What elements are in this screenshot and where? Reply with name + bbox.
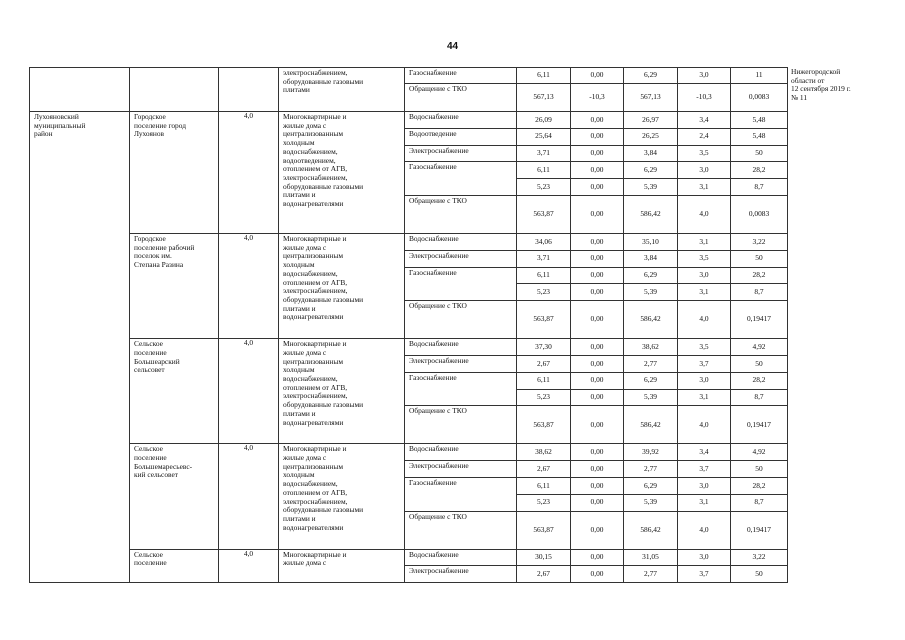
value-cell-v3: 38,62 — [624, 339, 678, 356]
service-cell: Обращение с ТКО — [405, 84, 517, 112]
value-cell-v3: 3,84 — [624, 250, 678, 267]
settlement-cell — [130, 68, 219, 112]
value-cell-v1: 30,15 — [517, 549, 571, 566]
value-cell-v5: 4,92 — [731, 339, 788, 356]
value-cell: 4,0 — [219, 233, 279, 338]
value-cell-v4: 3,1 — [678, 233, 731, 250]
value-cell-v2: 0,00 — [571, 284, 624, 301]
value-cell-v3: 6,29 — [624, 267, 678, 284]
service-cell: Водоснабжение — [405, 549, 517, 566]
value-cell-v2: 0,00 — [571, 68, 624, 84]
service-cell: Обращение с ТКО — [405, 511, 517, 549]
value-cell-v2: 0,00 — [571, 477, 624, 494]
value-cell: 4,0 — [219, 112, 279, 234]
service-cell: Газоснабжение — [405, 477, 517, 511]
table-row — [30, 68, 788, 84]
value-cell-v3: 26,97 — [624, 112, 678, 129]
value-cell-v4: 3,7 — [678, 461, 731, 478]
value-cell-v5: 8,7 — [731, 389, 788, 406]
value-cell-v1: 37,30 — [517, 339, 571, 356]
value-cell-v4: 2,4 — [678, 128, 731, 145]
value-cell-v3: 35,10 — [624, 233, 678, 250]
value-cell-v4: 3,1 — [678, 389, 731, 406]
value-cell-v4: 4,0 — [678, 511, 731, 549]
table-row — [30, 339, 788, 356]
value-cell-v4: 3,1 — [678, 284, 731, 301]
value-cell-v4: 3,7 — [678, 566, 731, 583]
value-cell-v4: 3,0 — [678, 549, 731, 566]
value-cell-v4: 3,4 — [678, 112, 731, 129]
value-cell-v5: 8,7 — [731, 494, 788, 511]
settlement-cell: Городское поселение город Лухоянов — [130, 112, 219, 234]
value-cell-v2: 0,00 — [571, 301, 624, 339]
value-cell-v2: 0,00 — [571, 339, 624, 356]
value-cell-v5: 5,48 — [731, 128, 788, 145]
value-cell-v4: 4,0 — [678, 406, 731, 444]
value-cell-v3: 586,42 — [624, 406, 678, 444]
service-cell: Электроснабжение — [405, 461, 517, 478]
value-cell-v4: 3,7 — [678, 355, 731, 372]
value-cell-v4: 4,0 — [678, 301, 731, 339]
value-cell-v3: 6,29 — [624, 477, 678, 494]
value-cell-v1: 5,23 — [517, 389, 571, 406]
value-cell-v4: 3,5 — [678, 250, 731, 267]
value-cell-v1: 3,71 — [517, 250, 571, 267]
table-row — [30, 233, 788, 250]
service-cell: Водоснабжение — [405, 339, 517, 356]
service-cell: Газоснабжение — [405, 267, 517, 301]
category-cell: Многоквартирные и жилые дома с — [279, 549, 405, 583]
value-cell-v3: 2,77 — [624, 566, 678, 583]
value-cell-v4: 3,4 — [678, 444, 731, 461]
value-cell: 4,0 — [219, 339, 279, 444]
value-cell-v5: 3,22 — [731, 549, 788, 566]
settlement-cell: Сельское поселение Большеарский сельсовет — [130, 339, 219, 444]
value-cell-v1: 563,87 — [517, 195, 571, 233]
service-cell: Обращение с ТКО — [405, 406, 517, 444]
value-cell-v1: 2,67 — [517, 461, 571, 478]
category-cell: Многоквартирные и жилые дома с централизованным холодным водоснабжением, отоплением от АГВ, электроснабжением, оборудованные газовыми плитами и водонагревателями — [279, 444, 405, 549]
category-cell: Многоквартирные и жилые дома с централизованным холодным водоснабжением, отоплением от АГВ, электроснабжением, оборудованные газовыми плитами и водонагревателями — [279, 233, 405, 338]
value-cell-v1: 6,11 — [517, 68, 571, 84]
service-cell: Газоснабжение — [405, 68, 517, 84]
value-cell-v5: 50 — [731, 355, 788, 372]
value-cell-v4: -10,3 — [678, 84, 731, 112]
table-row — [30, 112, 788, 129]
value-cell-v2: 0,00 — [571, 461, 624, 478]
value-cell-v2: 0,00 — [571, 444, 624, 461]
value-cell-v4: 3,0 — [678, 68, 731, 84]
value-cell-v2: 0,00 — [571, 128, 624, 145]
value-cell-v3: 567,13 — [624, 84, 678, 112]
value-cell-v5: 28,2 — [731, 477, 788, 494]
value-cell-v4: 3,0 — [678, 162, 731, 179]
service-cell: Электроснабжение — [405, 355, 517, 372]
value-cell-v1: 26,09 — [517, 112, 571, 129]
value-cell-v1: 5,23 — [517, 494, 571, 511]
value-cell-v5: 50 — [731, 461, 788, 478]
value-cell-v5: 8,7 — [731, 179, 788, 196]
value-cell-v2: 0,00 — [571, 355, 624, 372]
value-cell-v1: 6,11 — [517, 267, 571, 284]
value-cell-v3: 586,42 — [624, 511, 678, 549]
value-cell-v1: 563,87 — [517, 301, 571, 339]
value-cell-v2: 0,00 — [571, 511, 624, 549]
service-cell: Обращение с ТКО — [405, 195, 517, 233]
value-cell-v3: 5,39 — [624, 494, 678, 511]
value-cell-v2: 0,00 — [571, 112, 624, 129]
value-cell-v4: 3,0 — [678, 372, 731, 389]
category-cell: электроснабжением, оборудованные газовыми плитами — [279, 68, 405, 112]
value-cell-v3: 5,39 — [624, 389, 678, 406]
service-cell: Электроснабжение — [405, 566, 517, 583]
value-cell-v3: 39,92 — [624, 444, 678, 461]
value-cell-v1: 563,87 — [517, 511, 571, 549]
value-cell-v3: 2,77 — [624, 355, 678, 372]
service-cell: Электроснабжение — [405, 250, 517, 267]
value-cell-v5: 0,0083 — [731, 84, 788, 112]
value-cell — [219, 68, 279, 112]
value-cell-v2: 0,00 — [571, 145, 624, 162]
value-cell-v3: 5,39 — [624, 284, 678, 301]
value-cell-v5: 28,2 — [731, 267, 788, 284]
value-cell-v2: 0,00 — [571, 566, 624, 583]
service-cell: Водоснабжение — [405, 112, 517, 129]
value-cell-v4: 3,1 — [678, 494, 731, 511]
value-cell-v3: 6,29 — [624, 372, 678, 389]
service-cell: Газоснабжение — [405, 162, 517, 196]
value-cell-v3: 6,29 — [624, 162, 678, 179]
settlement-cell: Городское поселение рабочий поселок им. Степана Разина — [130, 233, 219, 338]
value-cell-v1: 34,06 — [517, 233, 571, 250]
value-cell-v5: 50 — [731, 566, 788, 583]
page-number: 44 — [446, 41, 459, 52]
value-cell-v4: 3,0 — [678, 267, 731, 284]
value-cell-v5: 8,7 — [731, 284, 788, 301]
value-cell-v3: 586,42 — [624, 301, 678, 339]
category-cell: Многоквартирные и жилые дома с централизованным холодным водоснабжением, отоплением от АГВ, электроснабжением, оборудованные газовыми плитами и водонагревателями — [279, 339, 405, 444]
value-cell-v5: 50 — [731, 250, 788, 267]
value-cell-v2: 0,00 — [571, 389, 624, 406]
value-cell-v5: 5,48 — [731, 112, 788, 129]
value-cell-v3: 31,05 — [624, 549, 678, 566]
value-cell-v2: 0,00 — [571, 372, 624, 389]
value-cell-v5: 0,19417 — [731, 511, 788, 549]
value-cell-v2: 0,00 — [571, 179, 624, 196]
value-cell-v5: 50 — [731, 145, 788, 162]
value-cell-v1: 6,11 — [517, 372, 571, 389]
value-cell: 4,0 — [219, 444, 279, 549]
value-cell-v4: 3,1 — [678, 179, 731, 196]
value-cell-v5: 11 — [731, 68, 788, 84]
value-cell-v1: 3,71 — [517, 145, 571, 162]
value-cell-v1: 6,11 — [517, 477, 571, 494]
value-cell-v2: 0,00 — [571, 250, 624, 267]
value-cell-v1: 5,23 — [517, 284, 571, 301]
service-cell: Обращение с ТКО — [405, 301, 517, 339]
value-cell-v4: 4,0 — [678, 195, 731, 233]
value-cell-v5: 0,19417 — [731, 406, 788, 444]
value-cell-v3: 26,25 — [624, 128, 678, 145]
value-cell-v3: 5,39 — [624, 179, 678, 196]
service-cell: Водоотведение — [405, 128, 517, 145]
table-row — [30, 444, 788, 461]
value-cell-v5: 4,92 — [731, 444, 788, 461]
value-cell-v3: 6,29 — [624, 68, 678, 84]
value-cell-v1: 38,62 — [517, 444, 571, 461]
value-cell-v5: 28,2 — [731, 162, 788, 179]
service-cell: Водоснабжение — [405, 233, 517, 250]
value-cell-v4: 3,5 — [678, 145, 731, 162]
settlement-cell: Сельское поселение Большемаресьевс- кий сельсовет — [130, 444, 219, 549]
value-cell-v4: 3,5 — [678, 339, 731, 356]
district-cell: Лухояновский муниципальный район — [30, 112, 130, 583]
value-cell-v3: 586,42 — [624, 195, 678, 233]
value-cell-v5: 3,22 — [731, 233, 788, 250]
value-cell-v2: -10,3 — [571, 84, 624, 112]
service-cell: Газоснабжение — [405, 372, 517, 406]
value-cell-v1: 6,11 — [517, 162, 571, 179]
value-cell-v5: 0,0083 — [731, 195, 788, 233]
value-cell-v1: 563,87 — [517, 406, 571, 444]
value-cell-v2: 0,00 — [571, 494, 624, 511]
value-cell-v1: 2,67 — [517, 566, 571, 583]
value-cell-v1: 5,23 — [517, 179, 571, 196]
value-cell-v2: 0,00 — [571, 267, 624, 284]
value-cell-v2: 0,00 — [571, 195, 624, 233]
table-row — [30, 549, 788, 566]
value-cell-v3: 3,84 — [624, 145, 678, 162]
settlement-cell: Сельское поселение — [130, 549, 219, 583]
value-cell-v1: 2,67 — [517, 355, 571, 372]
value-cell-v1: 567,13 — [517, 84, 571, 112]
value-cell-v2: 0,00 — [571, 233, 624, 250]
tariff-table — [29, 67, 788, 583]
value-cell: 4,0 — [219, 549, 279, 583]
value-cell-v3: 2,77 — [624, 461, 678, 478]
value-cell-v2: 0,00 — [571, 549, 624, 566]
district-cell — [30, 68, 130, 112]
tariff-table-body — [30, 68, 788, 583]
decree-reference: Нижегородской области от 12 сентября 2019 г. № 11 — [791, 67, 851, 102]
value-cell-v2: 0,00 — [571, 406, 624, 444]
category-cell: Многоквартирные и жилые дома с централизованным холодным водоснабжением, водоотведением, отоплением от АГВ, электроснабжением, оборудованные газовыми плитами и водонагревателями — [279, 112, 405, 234]
service-cell: Электроснабжение — [405, 145, 517, 162]
value-cell-v2: 0,00 — [571, 162, 624, 179]
value-cell-v4: 3,0 — [678, 477, 731, 494]
value-cell-v1: 25,64 — [517, 128, 571, 145]
value-cell-v5: 0,19417 — [731, 301, 788, 339]
service-cell: Водоснабжение — [405, 444, 517, 461]
value-cell-v5: 28,2 — [731, 372, 788, 389]
